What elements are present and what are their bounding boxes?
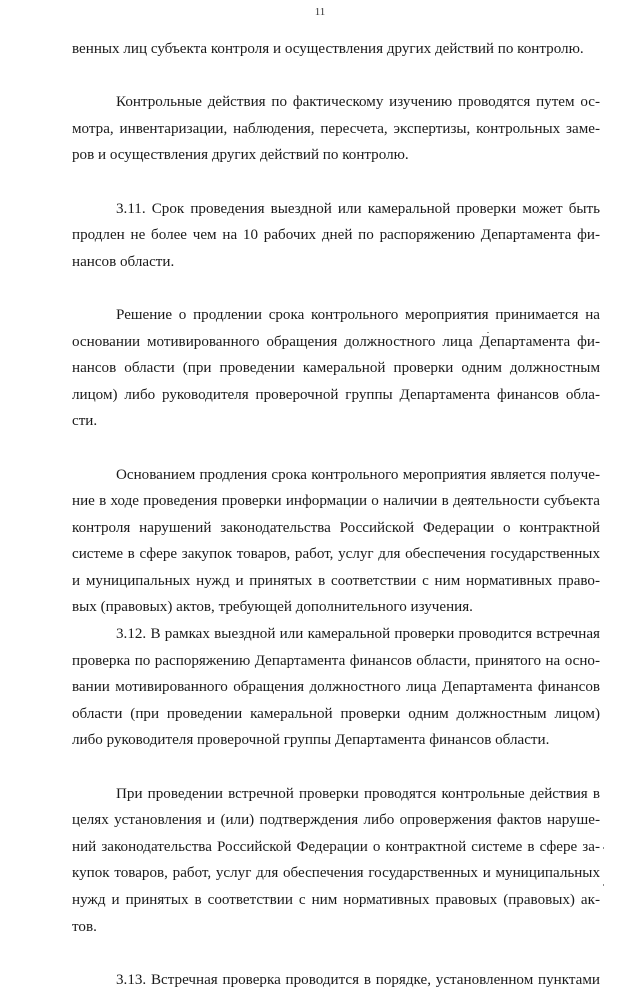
text-line: нансов области. [72,253,175,270]
scan-speck [603,884,604,886]
text-line: При проведении встречной проверки проводятся контрольные действия в [116,785,600,802]
text-line: контроля нарушений законодательства Российской Федерации о контрактной [72,519,600,536]
paragraph [72,621,600,754]
page-number: 11 [314,6,326,18]
text-line: мотра, инвентаризации, наблюдения, пересчета, экспертизы, контрольных заме- [72,120,600,137]
paragraph-gap [72,63,600,90]
text-line: продлен не более чем на 10 рабочих дней по распоряжению Департамента фи- [72,227,600,244]
text-line: Контрольные действия по фактическому изучению проводятся путем ос- [116,94,600,111]
text-line: целях установления и (или) подтверждения либо опровержения фактов наруше- [72,812,600,829]
paragraph-gap [72,435,600,462]
paragraph-gap [72,275,600,302]
text-line: тов. [72,918,97,935]
text-line: либо руководителя проверочной группы Департамента финансов области. [72,732,550,749]
text-line: проверка по распоряжению Департамента финансов области, принятого на осно- [72,652,600,669]
text-line: ние в ходе проведения проверки информации о наличии в деятельности субъекта [72,493,600,510]
paragraph [72,302,600,435]
text-line: основании мотивированного обращения должностного лица Департамента фи- [72,333,600,350]
text-line: вых (правовых) актов, требующей дополнительного изучения. [72,599,473,616]
text-line: ров и осуществления других действий по контролю. [72,147,409,164]
scan-speck [487,332,489,333]
text-line: сти. [72,413,98,430]
text-line: 3.12. В рамках выездной или камеральной проверки проводится встречная [116,626,600,643]
paragraph [72,781,600,941]
text-line: Основанием продления срока контрольного мероприятия является получе- [116,466,600,483]
text-line: купок товаров, работ, услуг для обеспечения государственных и муниципальных [72,865,600,882]
text-line: вании мотивированного обращения должностного лица Департамента финансов [72,679,600,696]
text-line: 3.13. Встречная проверка проводится в порядке, установленном пунктами [116,971,600,988]
paragraph-gap [72,169,600,196]
text-line: нансов области (при проведении камеральной проверки одним должностным [72,360,600,377]
paragraph [72,462,600,622]
text-line: области (при проведении камеральной проверки одним должностным лицом) [72,705,600,722]
document-body [72,36,600,993]
text-line: лицом) либо руководителя проверочной группы Департамента финансов обла- [72,386,600,403]
paragraph-gap [72,754,600,781]
text-line: Решение о продлении срока контрольного мероприятия принимается на [116,306,600,323]
paragraph [72,89,600,169]
text-line: и муниципальных нужд и принятых в соответствии с ним нормативных право- [72,572,600,589]
paragraph-gap [72,940,600,967]
paragraph [72,36,600,63]
scan-speck [603,847,604,849]
paragraph [72,967,600,993]
text-line: 3.11. Срок проведения выездной или камеральной проверки может быть [116,200,600,217]
text-line: ний законодательства Российской Федерации о контрактной системе в сфере за- [72,838,600,855]
paragraph [72,196,600,276]
text-line: венных лиц субъекта контроля и осуществления других действий по контролю. [72,41,584,57]
text-line: нужд и принятых в соответствии с ним нормативных правовых (правовых) ак- [72,892,600,908]
text-line: системе в сфере закупок товаров, работ, услуг для обеспечения государственных [72,546,600,563]
